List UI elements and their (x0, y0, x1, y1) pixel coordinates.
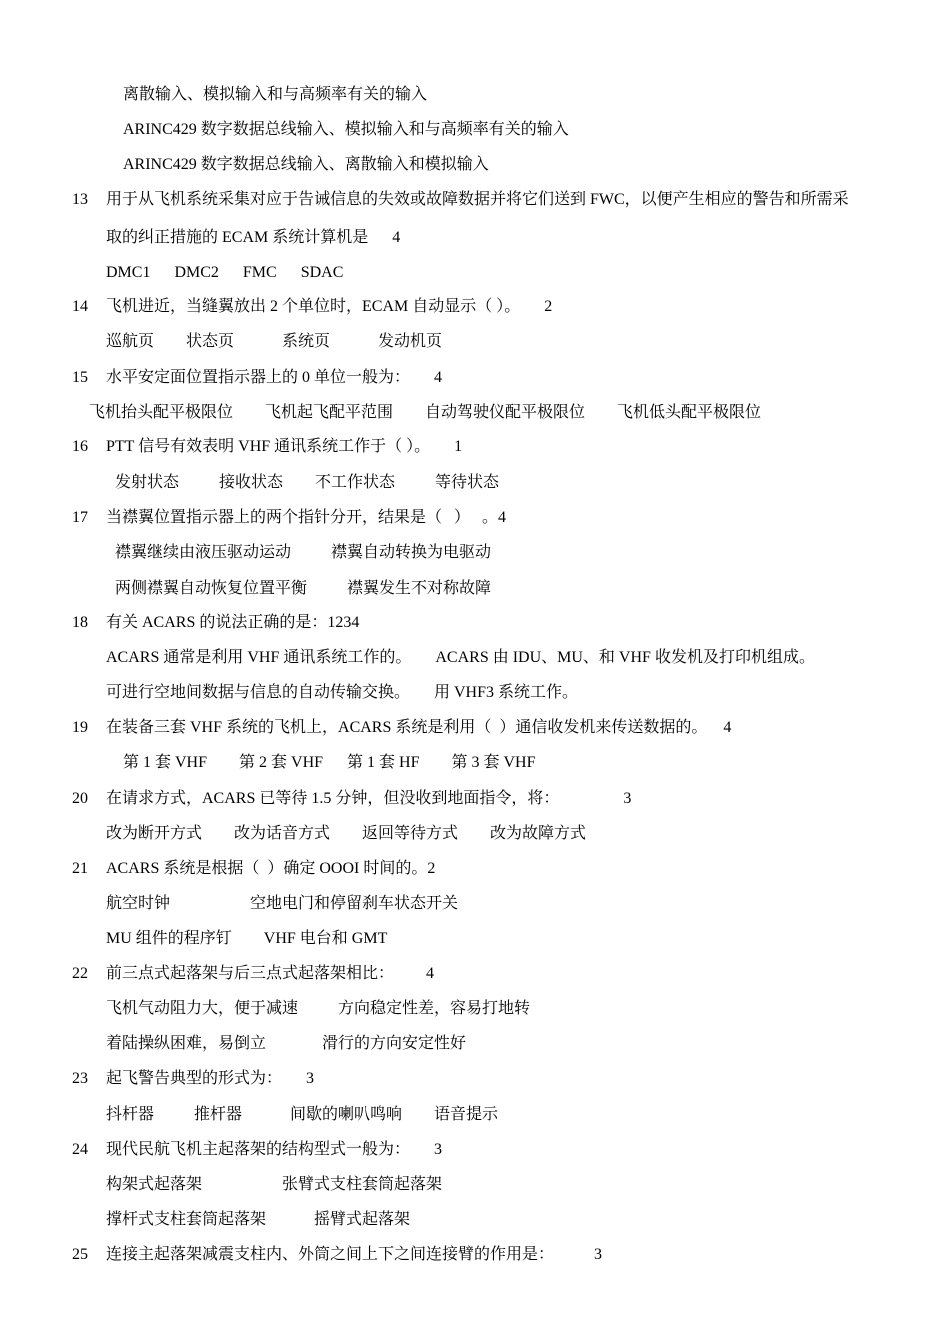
option-text: 发射状态 接收状态 不工作状态 等待状态 (115, 474, 500, 491)
question-number: 13 (72, 191, 88, 208)
option-text: 着陆操纵困难，易倒立 滑行的方向安定性好 (106, 1035, 467, 1052)
question-number: 16 (72, 438, 88, 455)
question-17 (72, 508, 506, 528)
question-number: 21 (72, 860, 88, 877)
question-number: 18 (72, 614, 88, 631)
question-22 (72, 964, 434, 984)
option-text: 第 1 套 VHF 第 2 套 VHF 第 1 套 HF 第 3 套 VHF (123, 754, 536, 771)
question-18 (72, 613, 359, 633)
option-text: 可进行空地间数据与信息的自动传输交换。 用 VHF3 系统工作。 (106, 684, 579, 701)
question-13 (72, 190, 849, 210)
option-text: 飞机气动阻力大，便于减速 方向稳定性差，容易打地转 (106, 1000, 531, 1017)
question-number: 22 (72, 965, 88, 982)
question-text: 在装备三套 VHF 系统的飞机上，ACARS 系统是利用（ ）通信收发机来传送数据的。 4 (106, 719, 732, 736)
question-text: 连接主起落架减震支柱内、外筒之间上下之间连接臂的作用是： 3 (106, 1246, 603, 1263)
option-text: 改为断开方式 改为话音方式 返回等待方式 改为故障方式 (106, 825, 587, 842)
question-number: 17 (72, 509, 88, 526)
question-16 (72, 437, 462, 457)
question-14 (72, 297, 552, 317)
question-number: 14 (72, 298, 88, 315)
question-19 (72, 718, 731, 738)
option-text: 撑杆式支柱套筒起落架 摇臂式起落架 (106, 1211, 411, 1228)
option-text: ARINC429 数字数据总线输入、模拟输入和与高频率有关的输入 (123, 121, 569, 138)
option-text: 飞机抬头配平极限位 飞机起飞配平范围 自动驾驶仪配平极限位 飞机低头配平极限位 (89, 404, 762, 421)
question-number: 15 (72, 369, 88, 386)
question-15 (72, 368, 442, 388)
question-number: 25 (72, 1246, 88, 1263)
question-text: PTT 信号有效表明 VHF 通讯系统工作于（ ）。 1 (106, 438, 463, 455)
question-text: 前三点式起落架与后三点式起落架相比： 4 (106, 965, 435, 982)
question-text: 起飞警告典型的形式为： 3 (106, 1070, 315, 1087)
question-number: 20 (72, 790, 88, 807)
option-text: 巡航页 状态页 系统页 发动机页 (106, 333, 443, 350)
question-text: 有关 ACARS 的说法正确的是：1234 (106, 614, 360, 631)
question-text: 飞机进近，当缝翼放出 2 个单位时，ECAM 自动显示（ ）。 2 (106, 298, 553, 315)
question-20 (72, 789, 631, 809)
option-text: 构架式起落架 张臂式支柱套筒起落架 (106, 1176, 443, 1193)
question-number: 24 (72, 1141, 88, 1158)
question-number: 19 (72, 719, 88, 736)
option-text: 抖杆器 推杆器 间歇的喇叭鸣响 语音提示 (106, 1106, 499, 1123)
question-text: 当襟翼位置指示器上的两个指针分开，结果是（ ） 。4 (106, 509, 507, 526)
option-text: 离散输入、模拟输入和与高频率有关的输入 (123, 86, 428, 103)
option-text: ARINC429 数字数据总线输入、离散输入和模拟输入 (123, 156, 489, 173)
question-23 (72, 1069, 314, 1089)
option-text: ACARS 通常是利用 VHF 通讯系统工作的。 ACARS 由 IDU、MU、和 VHF 收发机及打印机组成。 (106, 649, 815, 666)
question-text: 现代民航飞机主起落架的结构型式一般为： 3 (106, 1141, 443, 1158)
question-24 (72, 1140, 442, 1160)
option-text: 襟翼继续由液压驱动运动 襟翼自动转换为电驱动 (115, 544, 492, 561)
option-text: 两侧襟翼自动恢复位置平衡 襟翼发生不对称故障 (115, 580, 492, 597)
question-25 (72, 1245, 602, 1265)
question-text: 在请求方式，ACARS 已等待 1.5 分钟，但没收到地面指令，将： 3 (106, 790, 632, 807)
question-number: 23 (72, 1070, 88, 1087)
question-text: ACARS 系统是根据（ ）确定 OOOI 时间的。2 (106, 860, 436, 877)
option-text: DMC1 DMC2 FMC SDAC (106, 264, 344, 281)
question-text: 水平安定面位置指示器上的 0 单位一般为： 4 (106, 369, 443, 386)
question-21 (72, 859, 435, 879)
option-text: 航空时钟 空地电门和停留刹车状态开关 (106, 895, 459, 912)
question-text-continued: 取的纠正措施的 ECAM 系统计算机是 4 (106, 229, 401, 246)
option-text: MU 组件的程序钉 VHF 电台和 GMT (106, 930, 388, 947)
question-text: 用于从飞机系统采集对应于告诫信息的失效或故障数据并将它们送到 FWC，以便产生相应的警告和所需采 (106, 191, 849, 208)
